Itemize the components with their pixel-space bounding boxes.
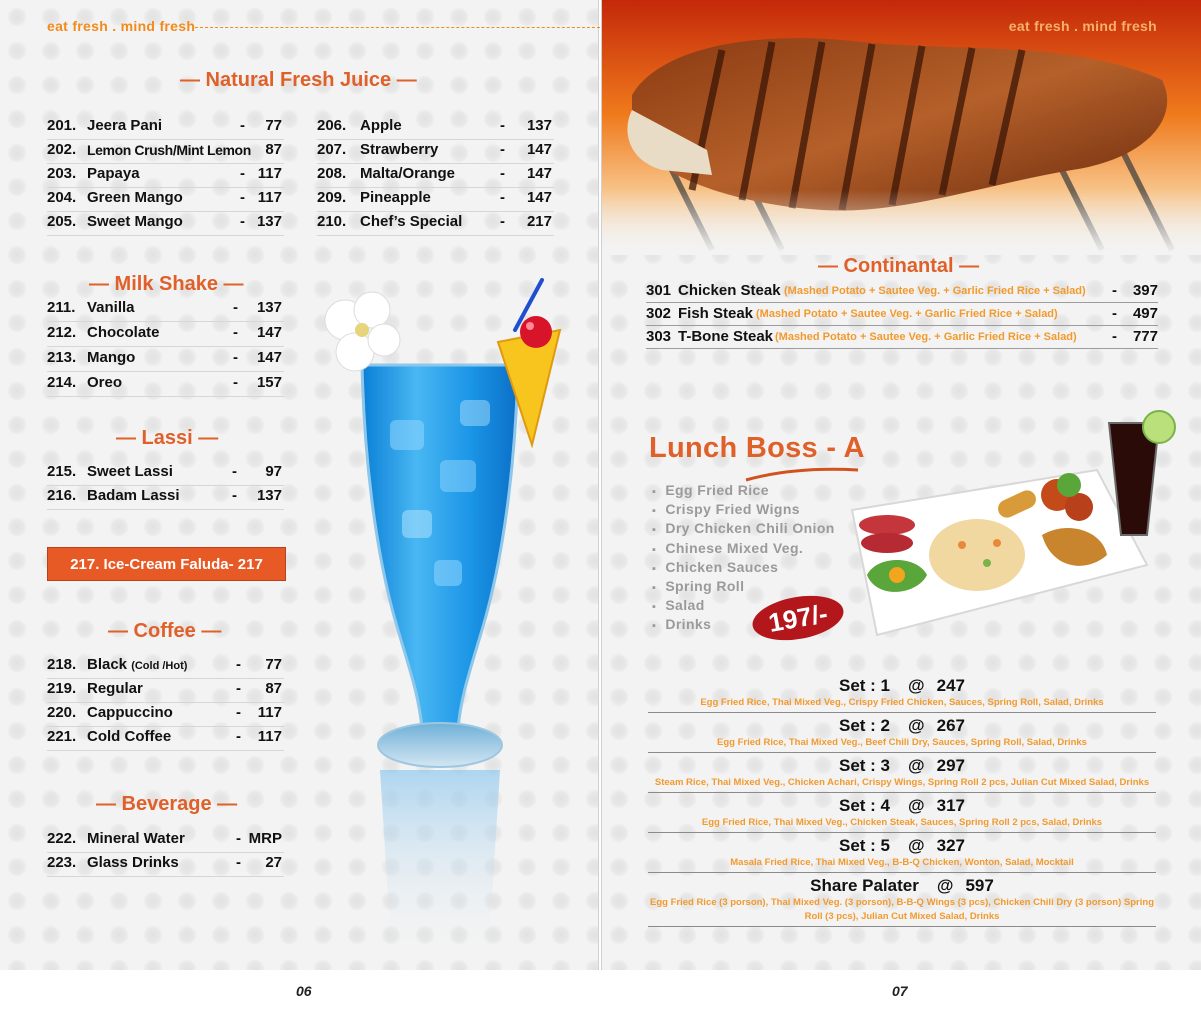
menu-item <box>317 187 554 212</box>
item-name: Jeera Pani <box>87 117 163 134</box>
set-menu <box>648 836 1156 873</box>
set-label: Set : 5 <box>839 836 891 855</box>
item-number: 220. <box>47 704 77 721</box>
item-name: Regular <box>87 680 143 697</box>
item-price: 147 <box>256 324 282 341</box>
set-label: Set : 3 <box>839 756 891 775</box>
menu-item <box>47 852 284 877</box>
item-dash: - <box>232 487 237 504</box>
section-title-continental: — Continantal — <box>818 255 980 277</box>
item-name: Cold Coffee <box>87 728 172 745</box>
set-header <box>648 876 1156 896</box>
item-number: 303 <box>646 328 672 345</box>
set-menu <box>648 876 1156 927</box>
item-number: 219. <box>47 680 77 697</box>
section-title-juice: — Natural Fresh Juice — <box>180 69 417 91</box>
menu-item <box>317 115 554 140</box>
item-name: Malta/Orange <box>360 165 456 182</box>
set-items: Egg Fried Rice, Thai Mixed Veg., Beef Chili Dry, Sauces, Spring Roll, Salad, Drinks <box>717 737 1087 748</box>
menu-item <box>646 303 1158 326</box>
set-at: @ <box>936 876 954 895</box>
set-price: 317 <box>936 796 965 815</box>
section-title-milkshake: — Milk Shake — <box>89 273 244 295</box>
menu-item <box>646 280 1158 303</box>
item-price: 217 <box>526 213 552 230</box>
set-at: @ <box>908 796 925 815</box>
lunch-item: ▪ Dry Chicken Chili Onion <box>652 520 835 539</box>
item-dash: - <box>240 117 245 134</box>
tagline: eat fresh . mind fresh <box>47 18 196 34</box>
item-price: MRP <box>248 830 282 847</box>
item-price: 117 <box>257 704 282 721</box>
item-name: Fish Steak <box>678 305 754 322</box>
item-dash: - <box>232 463 237 480</box>
item-price: 97 <box>265 463 282 480</box>
item-name: Cappuccino <box>87 704 173 721</box>
menu-item <box>646 326 1158 349</box>
item-number: 222. <box>47 830 77 847</box>
item-number: 204. <box>47 189 77 206</box>
section-title-beverage: — Beverage — <box>96 793 238 815</box>
item-price: 87 <box>265 680 282 697</box>
lunch-item: ▪ Chinese Mixed Veg. <box>652 540 835 559</box>
item-price: 157 <box>256 374 282 391</box>
item-dash: - <box>236 704 241 721</box>
item-price: 137 <box>256 487 282 504</box>
item-price: 137 <box>256 299 282 316</box>
item-dash: - <box>500 213 505 230</box>
set-items: Egg Fried Rice, Thai Mixed Veg., Chicken Steak, Sauces, Spring Roll 2 pcs, Salad, Drinks <box>701 817 1103 828</box>
item-description: (Mashed Potato + Sautee Veg. + Garlic Fried Rice + Salad) <box>775 331 1077 343</box>
menu-item <box>47 163 284 188</box>
item-number: 205. <box>47 213 77 230</box>
item-number: 203. <box>47 165 77 182</box>
lunch-item: ▪ Salad <box>652 597 835 616</box>
item-name: Sweet Lassi <box>87 463 173 480</box>
item-dash: - <box>1112 328 1117 345</box>
item-number: 208. <box>317 165 347 182</box>
set-items: Steam Rice, Thai Mixed Veg., Chicken Achari, Crispy Wings, Spring Roll 2 pcs, Julian Cut Mixed Salad, Drinks <box>654 777 1150 788</box>
lunch-item: ▪ Spring Roll <box>652 578 835 597</box>
set-price: 297 <box>936 756 965 775</box>
item-price: 27 <box>265 854 282 871</box>
price-badge <box>750 595 846 641</box>
set-items: Egg Fried Rice, Thai Mixed Veg., Crispy Fried Chicken, Sauces, Spring Roll, Salad, Drinks <box>700 697 1104 708</box>
item-dash: - <box>1112 305 1117 322</box>
item-name: Papaya <box>87 165 140 182</box>
set-menu <box>648 676 1156 713</box>
item-dash: - <box>240 213 245 230</box>
set-menu <box>648 796 1156 833</box>
menu-item <box>47 726 284 751</box>
price-badge-text: 197/- <box>766 598 830 638</box>
item-dash: - <box>240 189 245 206</box>
menu-page-left <box>0 0 599 999</box>
item-number: 207. <box>317 141 347 158</box>
set-header <box>648 676 1156 696</box>
item-name: Mango <box>87 349 136 366</box>
set-items: Masala Fried Rice, Thai Mixed Veg., B-B-Q Chicken, Wonton, Salad, Mocktail <box>730 857 1074 868</box>
item-dash: - <box>1112 282 1117 299</box>
item-name: Pineapple <box>360 189 431 206</box>
item-price: 117 <box>257 189 282 206</box>
item-price: 497 <box>1132 305 1158 322</box>
item-description: (Mashed Potato + Sautee Veg. + Garlic Fried Rice + Salad) <box>756 308 1058 320</box>
menu-item <box>47 139 284 164</box>
set-header <box>648 756 1156 776</box>
page-number: 07 <box>892 983 908 999</box>
blue-cocktail-image <box>310 270 570 970</box>
menu-item <box>317 163 554 188</box>
menu-item <box>47 347 284 372</box>
lunch-item: ▪ Crispy Fried Wigns <box>652 501 835 520</box>
set-header <box>648 716 1156 736</box>
item-name-text: Black <box>87 656 128 673</box>
item-number: 214. <box>47 374 77 391</box>
faluda-highlight: 217. Ice-Cream Faluda- 217 <box>47 547 286 581</box>
menu-item <box>47 115 284 140</box>
lunch-item: ▪ Chicken Sauces <box>652 559 835 578</box>
item-number: 221. <box>47 728 77 745</box>
item-dash: - <box>236 680 241 697</box>
item-price: 137 <box>526 117 552 134</box>
item-name: Green Mango <box>87 189 183 206</box>
item-number: 206. <box>317 117 347 134</box>
item-number: 301 <box>646 282 672 299</box>
item-price: 147 <box>256 349 282 366</box>
item-number: 211. <box>47 299 76 316</box>
item-description: (Mashed Potato + Sautee Veg. + Garlic Fried Rice + Salad) <box>784 285 1086 297</box>
item-name: Badam Lassi <box>87 487 180 504</box>
item-number: 201. <box>47 117 77 134</box>
lunch-item: ▪ Egg Fried Rice <box>652 482 835 501</box>
menu-item <box>47 485 284 510</box>
item-price: 77 <box>265 656 282 673</box>
item-number: 218. <box>47 656 77 673</box>
item-price: 117 <box>257 728 282 745</box>
set-header <box>648 796 1156 816</box>
menu-item <box>47 828 284 853</box>
menu-item <box>47 187 284 212</box>
item-number: 302 <box>646 305 672 322</box>
item-dash: - <box>236 854 241 871</box>
menu-item <box>47 654 284 679</box>
item-note: (Cold /Hot) <box>131 660 188 672</box>
item-price: 117 <box>257 165 282 182</box>
item-price: 77 <box>265 117 282 134</box>
menu-item <box>47 297 284 322</box>
item-name: Oreo <box>87 374 123 391</box>
item-name: Mineral Water <box>87 830 185 847</box>
set-label: Share Palater <box>810 876 919 895</box>
item-name: Strawberry <box>360 141 439 158</box>
menu-item <box>47 372 284 397</box>
set-label: Set : 1 <box>839 676 891 695</box>
set-menu <box>648 756 1156 793</box>
menu-item <box>47 461 284 486</box>
item-name: Lemon Crush/Mint Lemon <box>87 142 251 158</box>
item-name: Apple <box>360 117 402 134</box>
grilled-steak-image <box>602 0 1201 255</box>
menu-item <box>317 139 554 164</box>
item-name: T-Bone Steak <box>678 328 774 345</box>
set-at: @ <box>908 756 925 775</box>
item-number: 209. <box>317 189 347 206</box>
lunch-platter-image <box>847 415 1192 635</box>
set-menu <box>648 716 1156 753</box>
section-title-lassi: — Lassi — <box>116 427 219 449</box>
item-dash: - <box>233 349 238 366</box>
lunch-boss-title: Lunch Boss - A <box>649 432 865 464</box>
set-items: Egg Fried Rice (3 porson), Thai Mixed Veg. (3 porson), B-B-Q Wings (3 pcs), Chicken Chili Dry (3 porson) Spring Roll (3 pcs), Julian Cut Mixed Salad, Drinks <box>650 897 1154 922</box>
item-name: Vanilla <box>87 299 135 316</box>
item-name: Chocolate <box>87 324 160 341</box>
item-dash: - <box>500 189 505 206</box>
item-price: 147 <box>526 141 552 158</box>
item-name <box>87 656 187 673</box>
set-at: @ <box>908 716 925 735</box>
item-price: 397 <box>1132 282 1158 299</box>
item-name: Sweet Mango <box>87 213 183 230</box>
item-price: 777 <box>1132 328 1158 345</box>
item-name: Chicken Steak <box>678 282 781 299</box>
item-number: 223. <box>47 854 77 871</box>
set-price: 327 <box>936 836 965 855</box>
item-number: 215. <box>47 463 77 480</box>
set-price: 597 <box>965 876 994 895</box>
menu-item <box>47 211 284 236</box>
page-number: 06 <box>296 983 312 999</box>
set-price: 247 <box>936 676 965 695</box>
section-title-coffee: — Coffee — <box>108 620 222 642</box>
set-label: Set : 4 <box>839 796 891 815</box>
item-dash: - <box>500 141 505 158</box>
set-header <box>648 836 1156 856</box>
item-number: 213. <box>47 349 77 366</box>
item-dash: - <box>233 374 238 391</box>
menu-item <box>47 678 284 703</box>
item-number: 202. <box>47 141 77 158</box>
menu-item <box>47 702 284 727</box>
item-price: 87 <box>265 141 282 158</box>
set-at: @ <box>908 676 925 695</box>
item-name: Glass Drinks <box>87 854 179 871</box>
item-number: 216. <box>47 487 77 504</box>
item-price: 147 <box>526 189 552 206</box>
set-label: Set : 2 <box>839 716 891 735</box>
item-number: 210. <box>317 213 347 230</box>
item-price: 147 <box>526 165 552 182</box>
menu-item <box>47 322 284 347</box>
item-name: Chef’s Special <box>360 213 463 230</box>
tagline: eat fresh . mind fresh <box>1008 18 1157 34</box>
item-dash: - <box>236 728 241 745</box>
item-dash: - <box>236 656 241 673</box>
set-at: @ <box>908 836 925 855</box>
item-dash: - <box>240 165 245 182</box>
item-price: 137 <box>256 213 282 230</box>
item-dash: - <box>500 165 505 182</box>
item-dash: - <box>233 324 238 341</box>
item-number: 212. <box>47 324 77 341</box>
set-price: 267 <box>936 716 965 735</box>
item-dash: - <box>236 830 241 847</box>
menu-item <box>317 211 554 236</box>
item-dash: - <box>500 117 505 134</box>
menu-page-right <box>601 0 1201 999</box>
lunch-item: ▪ Drinks <box>652 616 835 635</box>
item-dash: - <box>233 299 238 316</box>
